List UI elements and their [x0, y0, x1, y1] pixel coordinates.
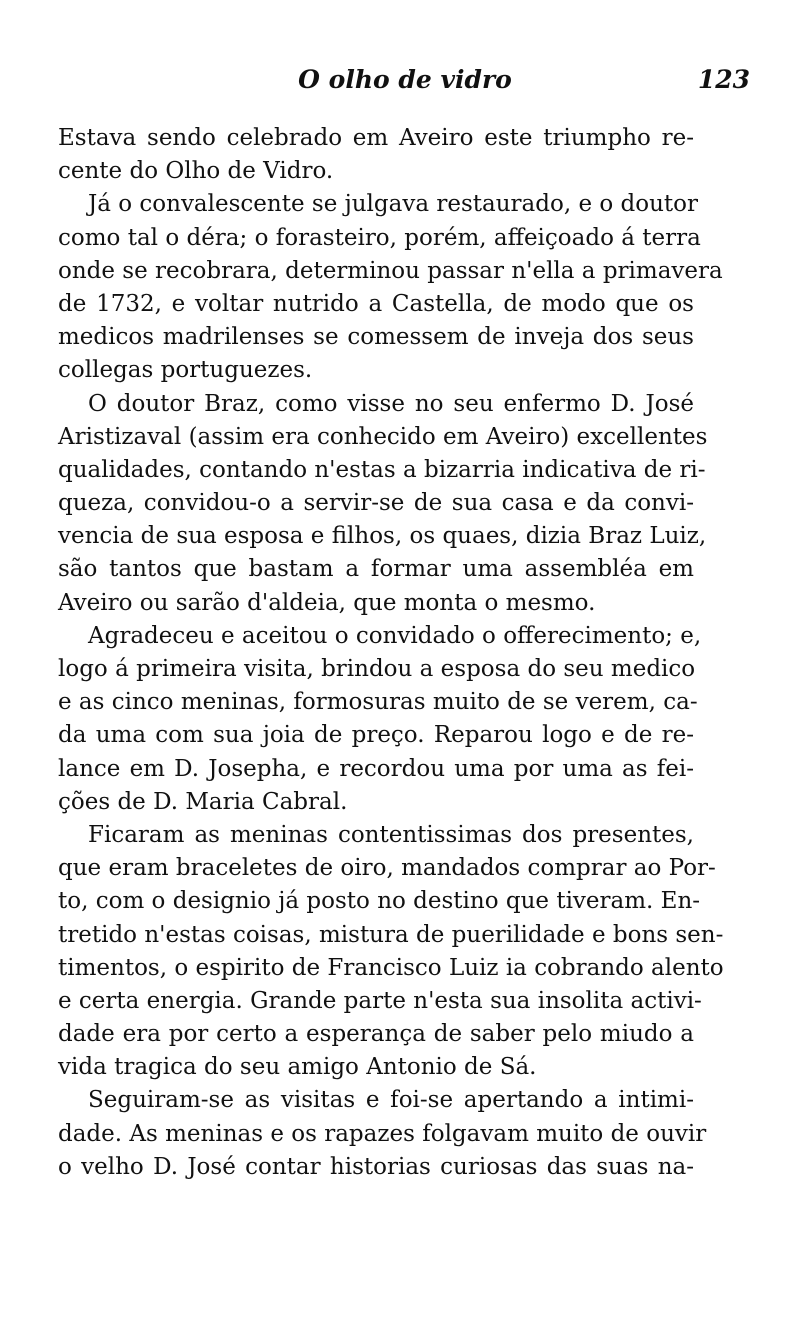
text-line: e as cinco meninas, formosuras muito de se verem, ca-: [58, 689, 698, 716]
text-line: qualidades, contando n'estas a bizarria indicativa de ri-: [58, 456, 706, 483]
text-line: to, com o designio já posto no destino que tiveram. En-: [58, 888, 701, 915]
text-line: medicos madrilenses se comessem de inveja dos seus: [58, 324, 694, 351]
text-line: timentos, o espirito de Francisco Luiz ia cobrando alento: [58, 954, 724, 981]
text-line: Já o convalescente se julgava restaurado, e o doutor: [88, 191, 698, 218]
running-title: O olho de vidro: [298, 65, 512, 94]
page-number: 123: [697, 65, 750, 94]
text-line: queza, convidou-o a servir-se de sua casa e da convi-: [58, 490, 694, 517]
text-line: onde se recobrara, determinou passar n'ella a primavera: [58, 257, 723, 284]
text-line: Ficaram as meninas contentissimas dos presentes,: [88, 821, 694, 848]
text-line: ções de D. Maria Cabral.: [58, 788, 348, 815]
text-line: são tantos que bastam a formar uma assembléa em: [58, 556, 694, 583]
text-line: vida tragica do seu amigo Antonio de Sá.: [58, 1054, 537, 1081]
text-line: O doutor Braz, como visse no seu enfermo D. José: [88, 390, 694, 417]
text-line: e certa energia. Grande parte n'esta sua insolita activi-: [58, 987, 702, 1014]
text-line: Estava sendo celebrado em Aveiro este triumpho re-: [58, 125, 694, 151]
text-line: Agradeceu e aceitou o convidado o offerecimento; e,: [88, 622, 702, 649]
text-line: Aristizaval (assim era conhecido em Aveiro) excellentes: [58, 423, 708, 450]
text-line: dade era por certo a esperança de saber pelo miudo a: [58, 1021, 694, 1048]
text-line: de 1732, e voltar nutrido a Castella, de modo que os: [58, 290, 694, 317]
running-head: [60, 62, 750, 98]
text-line: lance em D. Josepha, e recordou uma por uma as fei-: [58, 755, 694, 782]
text-line: vencia de sua esposa e filhos, os quaes, dizia Braz Luiz,: [58, 523, 707, 550]
text-line: dade. As meninas e os rapazes folgavam muito de ouvir: [58, 1120, 707, 1147]
text-line: como tal o déra; o forasteiro, porém, affeiçoado á terra: [58, 224, 701, 251]
text-line: Aveiro ou sarão d'aldeia, que monta o mesmo.: [58, 589, 596, 616]
text-line: que eram braceletes de oiro, mandados comprar ao Por-: [58, 855, 716, 882]
text-line: Seguiram-se as visitas e foi-se apertando a intimi-: [88, 1087, 694, 1114]
text-line: cente do Olho de Vidro.: [58, 158, 334, 185]
text-line: o velho D. José contar historias curiosas das suas na-: [58, 1153, 694, 1180]
body-text: [58, 122, 724, 1184]
text-line: collegas portuguezes.: [58, 357, 313, 384]
text-line: tretido n'estas coisas, mistura de puerilidade e bons sen-: [58, 921, 724, 948]
text-line: logo á primeira visita, brindou a esposa do seu medico: [58, 656, 696, 682]
text-line: da uma com sua joia de preço. Reparou logo e de re-: [58, 722, 694, 749]
